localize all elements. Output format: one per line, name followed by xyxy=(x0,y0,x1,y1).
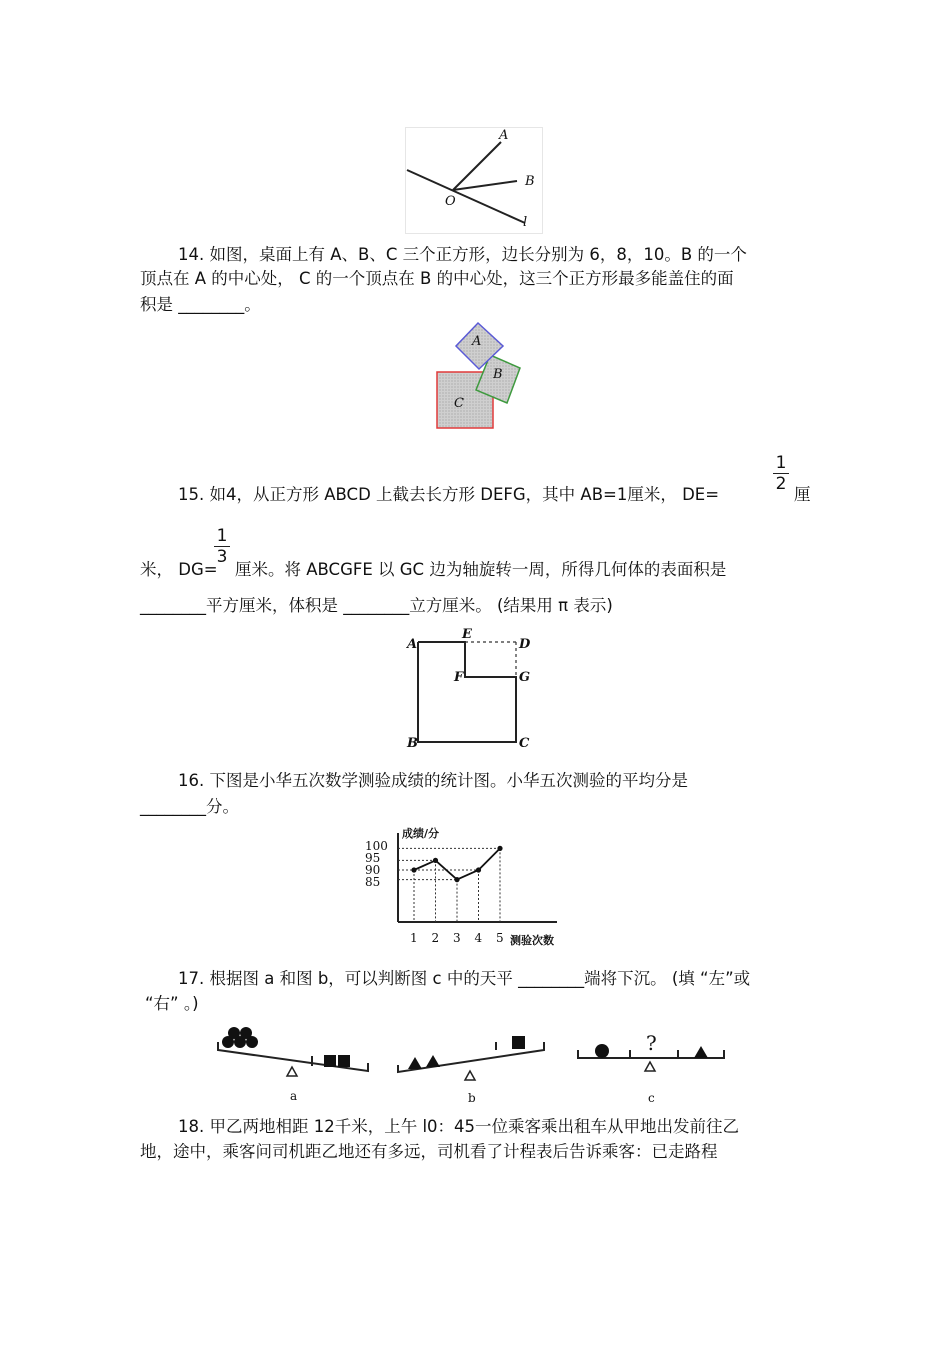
fraction-de xyxy=(773,454,789,493)
q15-line2: 米， DG= xyxy=(140,560,218,579)
y-tick-label: 95 xyxy=(365,851,381,865)
square-label-b: B xyxy=(493,367,503,382)
balance-label-b: b xyxy=(468,1091,476,1105)
score-point xyxy=(454,877,459,882)
x-tick-label: 3 xyxy=(453,931,461,945)
q18-line1: 18. 甲乙两地相距 12千米，上午 l0：45一位乘客乘出租车从甲地出发前往乙 xyxy=(178,1117,740,1136)
balance-question: ? xyxy=(646,1031,657,1055)
q14-line2: 顶点在 A 的中心处， C 的一个顶点在 B 的中心处，这三个正方形最多能盖住的面 xyxy=(140,269,734,288)
q16-line1: 16. 下图是小华五次数学测验成绩的统计图。小华五次测验的平均分是 xyxy=(178,771,688,790)
balance-b xyxy=(398,1036,544,1105)
y-tick-label: 100 xyxy=(365,839,388,853)
score-point xyxy=(433,858,438,863)
q17-line2: “右” 。) xyxy=(145,994,199,1013)
fraction-dg-num: 1 xyxy=(216,526,228,546)
fraction-de-den: 2 xyxy=(775,474,787,494)
y-tick-label: 85 xyxy=(365,875,381,889)
x-axis-title: 测验次数 xyxy=(510,934,554,947)
balance-a xyxy=(218,1027,368,1103)
q15-line2-end: 厘米。将 ABCGFE 以 GC 边为轴旋转一周，所得几何体的表面积是 xyxy=(235,560,727,579)
square-label-a: A xyxy=(472,334,482,349)
cut-label-e: E xyxy=(462,627,472,642)
cut-label-g: G xyxy=(519,670,531,685)
q16-line2: ________分。 xyxy=(140,797,239,816)
q14-line3: 积是 ________。 xyxy=(140,295,261,314)
cut-label-b: B xyxy=(407,736,418,751)
q15-line1: 15. 如4，从正方形 ABCD 上截去长方形 DEFG，其中 AB=1厘米， DE= xyxy=(178,485,720,504)
square-cut-figure xyxy=(402,627,542,755)
label-b: B xyxy=(525,174,535,189)
chart-layer xyxy=(365,839,504,945)
q14-line1: 14. 如图，桌面上有 A、B、C 三个正方形，边长分别为 6，8，10。B 的一个 xyxy=(178,245,747,264)
x-tick-label: 4 xyxy=(474,931,483,945)
y-tick-label: 90 xyxy=(365,863,381,877)
score-line-chart xyxy=(362,825,582,953)
balance-figure xyxy=(212,1020,732,1108)
squares-figure xyxy=(430,320,530,432)
label-o: O xyxy=(445,194,456,209)
x-tick-label: 2 xyxy=(431,931,440,945)
label-a: A xyxy=(499,128,509,143)
x-tick-label: 5 xyxy=(496,931,504,945)
fraction-dg-den: 3 xyxy=(216,547,228,567)
balance-label-a: a xyxy=(290,1089,298,1103)
q15-line1-end: 厘 xyxy=(794,485,811,504)
cut-label-d: D xyxy=(519,637,531,652)
label-l: l xyxy=(523,215,528,230)
fraction-de-num: 1 xyxy=(775,453,787,473)
cut-label-a: A xyxy=(407,637,418,652)
y-axis-title: 成绩/分 xyxy=(402,827,440,840)
square-label-c: C xyxy=(454,396,464,411)
cut-label-f: F xyxy=(454,670,464,685)
q17-line1: 17. 根据图 a 和图 b，可以判断图 c 中的天平 ________端将下沉。 (填 “左”或 xyxy=(178,969,751,988)
q18-line2: 地，途中，乘客问司机距乙地还有多远，司机看了计程表后告诉乘客：已走路程 xyxy=(140,1142,718,1161)
angle-figure xyxy=(405,127,545,235)
score-point xyxy=(476,867,481,872)
score-series-line xyxy=(414,848,500,879)
fraction-dg xyxy=(214,527,230,566)
q15-line3: ________平方厘米，体积是 ________立方厘米。 (结果用 π 表示) xyxy=(140,596,613,615)
score-point xyxy=(497,846,502,851)
balance-label-c: c xyxy=(648,1091,655,1105)
balance-c xyxy=(578,1031,724,1105)
cut-label-c: C xyxy=(519,736,530,751)
x-tick-label: 1 xyxy=(410,931,418,945)
score-point xyxy=(411,867,416,872)
